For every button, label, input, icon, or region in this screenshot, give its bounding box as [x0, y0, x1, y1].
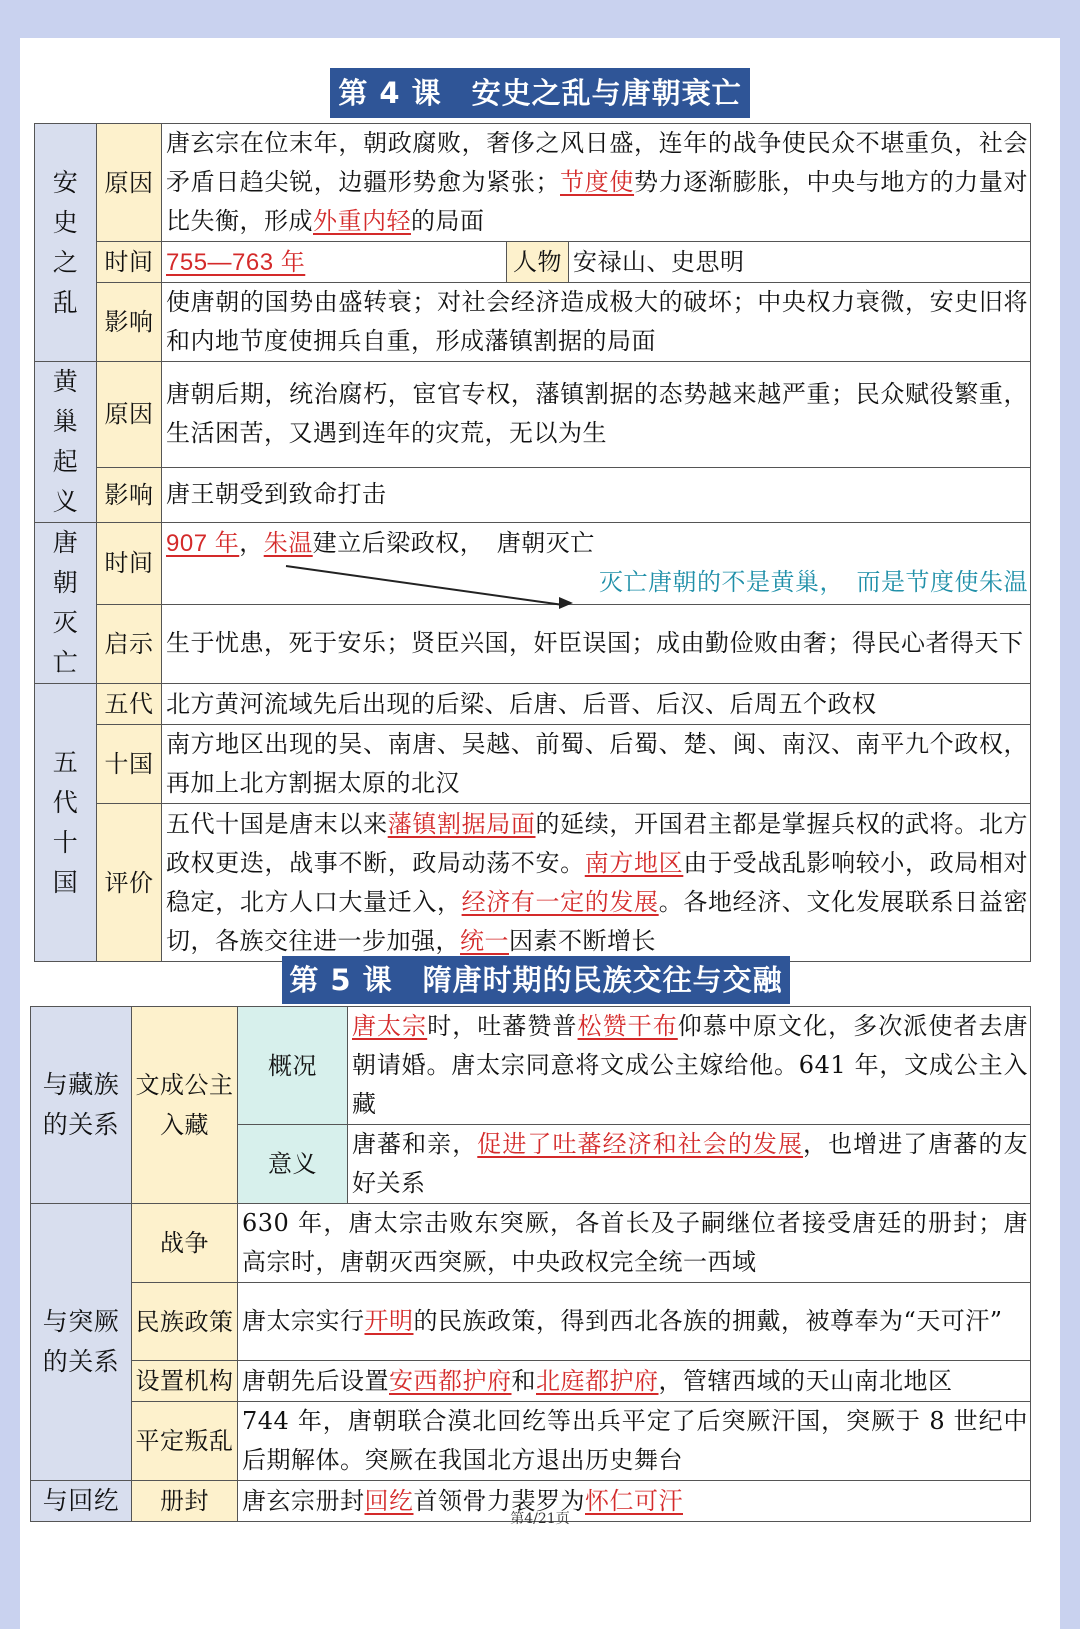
turk-inst-label: 设置机构	[132, 1361, 238, 1402]
arrow-head-icon	[559, 597, 573, 609]
anshi-cause: 唐玄宗在位末年，朝政腐败，奢侈之风日盛，连年的战争使民众不堪重负，社会矛盾日趋尖锐，边疆形势愈为紧张；节度使势力逐渐膨胀，中央与地方的力量对比失衡，形成外重内轻的局面	[162, 124, 1031, 242]
uighur-label: 册封	[132, 1481, 238, 1522]
document-page	[20, 38, 1060, 1629]
turk-war-label: 战争	[132, 1204, 238, 1283]
wudai-head: 五代十国	[35, 684, 97, 962]
anshi-impact: 使唐朝的国势由盛转衰；对社会经济造成极大的破坏；中央权力衰微，安史旧将和内地节度使拥兵自重，形成藩镇割据的局面	[162, 283, 1031, 362]
anshi-person-label: 人物	[507, 242, 569, 283]
lesson4-table	[34, 123, 1031, 962]
tibet-overview-label: 概况	[238, 1007, 348, 1125]
fall-head: 唐朝灭亡	[35, 523, 97, 684]
wudai-ten: 南方地区出现的吴、南唐、吴越、前蜀、后蜀、楚、闽、南汉、南平九个政权，再加上北方割据太原的北汉	[162, 725, 1031, 804]
turk-head: 与突厥的关系	[31, 1204, 132, 1481]
uighur-value: 唐玄宗册封回纥首领骨力裴罗为怀仁可汗	[238, 1481, 1031, 1522]
wudai-eval-label: 评价	[97, 804, 162, 962]
wudai-eval: 五代十国是唐末以来藩镇割据局面的延续，开国君主都是掌握兵权的武将。北方政权更迭，战事不断，政局动荡不安。南方地区由于受战乱影响较小，政局相对稳定，北方人口大量迁入，经济有一定的发展。各地经济、文化发展联系日益密切，各族交往进一步加强，统一因素不断增长	[162, 804, 1031, 962]
tibet-overview: 唐太宗时，吐蕃赞普松赞干布仰慕中原文化，多次派使者去唐朝请婚。唐太宗同意将文成公主嫁给他。641 年，文成公主入藏	[348, 1007, 1031, 1125]
turk-policy: 唐太宗实行开明的民族政策，得到西北各族的拥戴，被尊奉为“天可汗”	[238, 1283, 1031, 1361]
tibet-sub: 文成公主入藏	[132, 1007, 238, 1204]
fall-time-label: 时间	[97, 523, 162, 605]
turk-war: 630 年，唐太宗击败东突厥，各首长及子嗣继位者接受唐廷的册封；唐高宗时，唐朝灭西突厥，中央政权完全统一西域	[238, 1204, 1031, 1283]
anshi-time-label: 时间	[97, 242, 162, 283]
anshi-time-value: 755—763 年	[162, 242, 507, 283]
huangchao-impact: 唐王朝受到致命打击	[162, 467, 1031, 522]
arrow-line	[286, 565, 564, 606]
uighur-head: 与回纥	[31, 1481, 132, 1522]
turk-revolt-label: 平定叛乱	[132, 1402, 238, 1481]
anshi-cause-label: 原因	[97, 124, 162, 242]
wudai-five: 北方黄河流域先后出现的后梁、后唐、后晋、后汉、后周五个政权	[162, 684, 1031, 725]
anshi-person-value: 安禄山、史思明	[569, 242, 1031, 283]
turk-inst: 唐朝先后设置安西都护府和北庭都护府，管辖西域的天山南北地区	[238, 1361, 1031, 1402]
huangchao-cause-label: 原因	[97, 362, 162, 468]
page-number: 第4/21页	[510, 1511, 570, 1527]
fall-lesson-label: 启示	[97, 604, 162, 683]
lesson5-table	[30, 1006, 1031, 1522]
fall-time: 907 年，朱温建立后梁政权， 唐朝灭亡 灭亡唐朝的不是黄巢， 而是节度使朱温	[162, 523, 1031, 605]
tibet-meaning-label: 意义	[238, 1125, 348, 1204]
anshi-head: 安史之乱	[35, 124, 97, 362]
turk-policy-label: 民族政策	[132, 1283, 238, 1361]
lesson4-title: 第 4 课 安史之乱与唐朝衰亡	[330, 68, 750, 118]
fall-note-row	[166, 563, 1028, 602]
fall-lesson: 生于忧患，死于安乐；贤臣兴国，奸臣误国；成由勤俭败由奢；得民心者得天下	[162, 604, 1031, 683]
fall-note: 灭亡唐朝的不是黄巢， 而是节度使朱温	[599, 568, 1029, 597]
huangchao-head: 黄巢起义	[35, 362, 97, 523]
tibet-meaning: 唐蕃和亲，促进了吐蕃经济和社会的发展，也增进了唐蕃的友好关系	[348, 1125, 1031, 1204]
huangchao-cause: 唐朝后期，统治腐朽，宦官专权，藩镇割据的态势越来越严重；民众赋役繁重，生活困苦，又遇到连年的灾荒，无以为生	[162, 362, 1031, 468]
lesson5-title: 第 5 课 隋唐时期的民族交往与交融	[282, 956, 790, 1004]
tibet-head: 与藏族的关系	[31, 1007, 132, 1204]
wudai-ten-label: 十国	[97, 725, 162, 804]
huangchao-impact-label: 影响	[97, 467, 162, 522]
wudai-five-label: 五代	[97, 684, 162, 725]
anshi-impact-label: 影响	[97, 283, 162, 362]
turk-revolt: 744 年，唐朝联合漠北回纥等出兵平定了后突厥汗国，突厥于 8 世纪中后期解体。突厥在我国北方退出历史舞台	[238, 1402, 1031, 1481]
